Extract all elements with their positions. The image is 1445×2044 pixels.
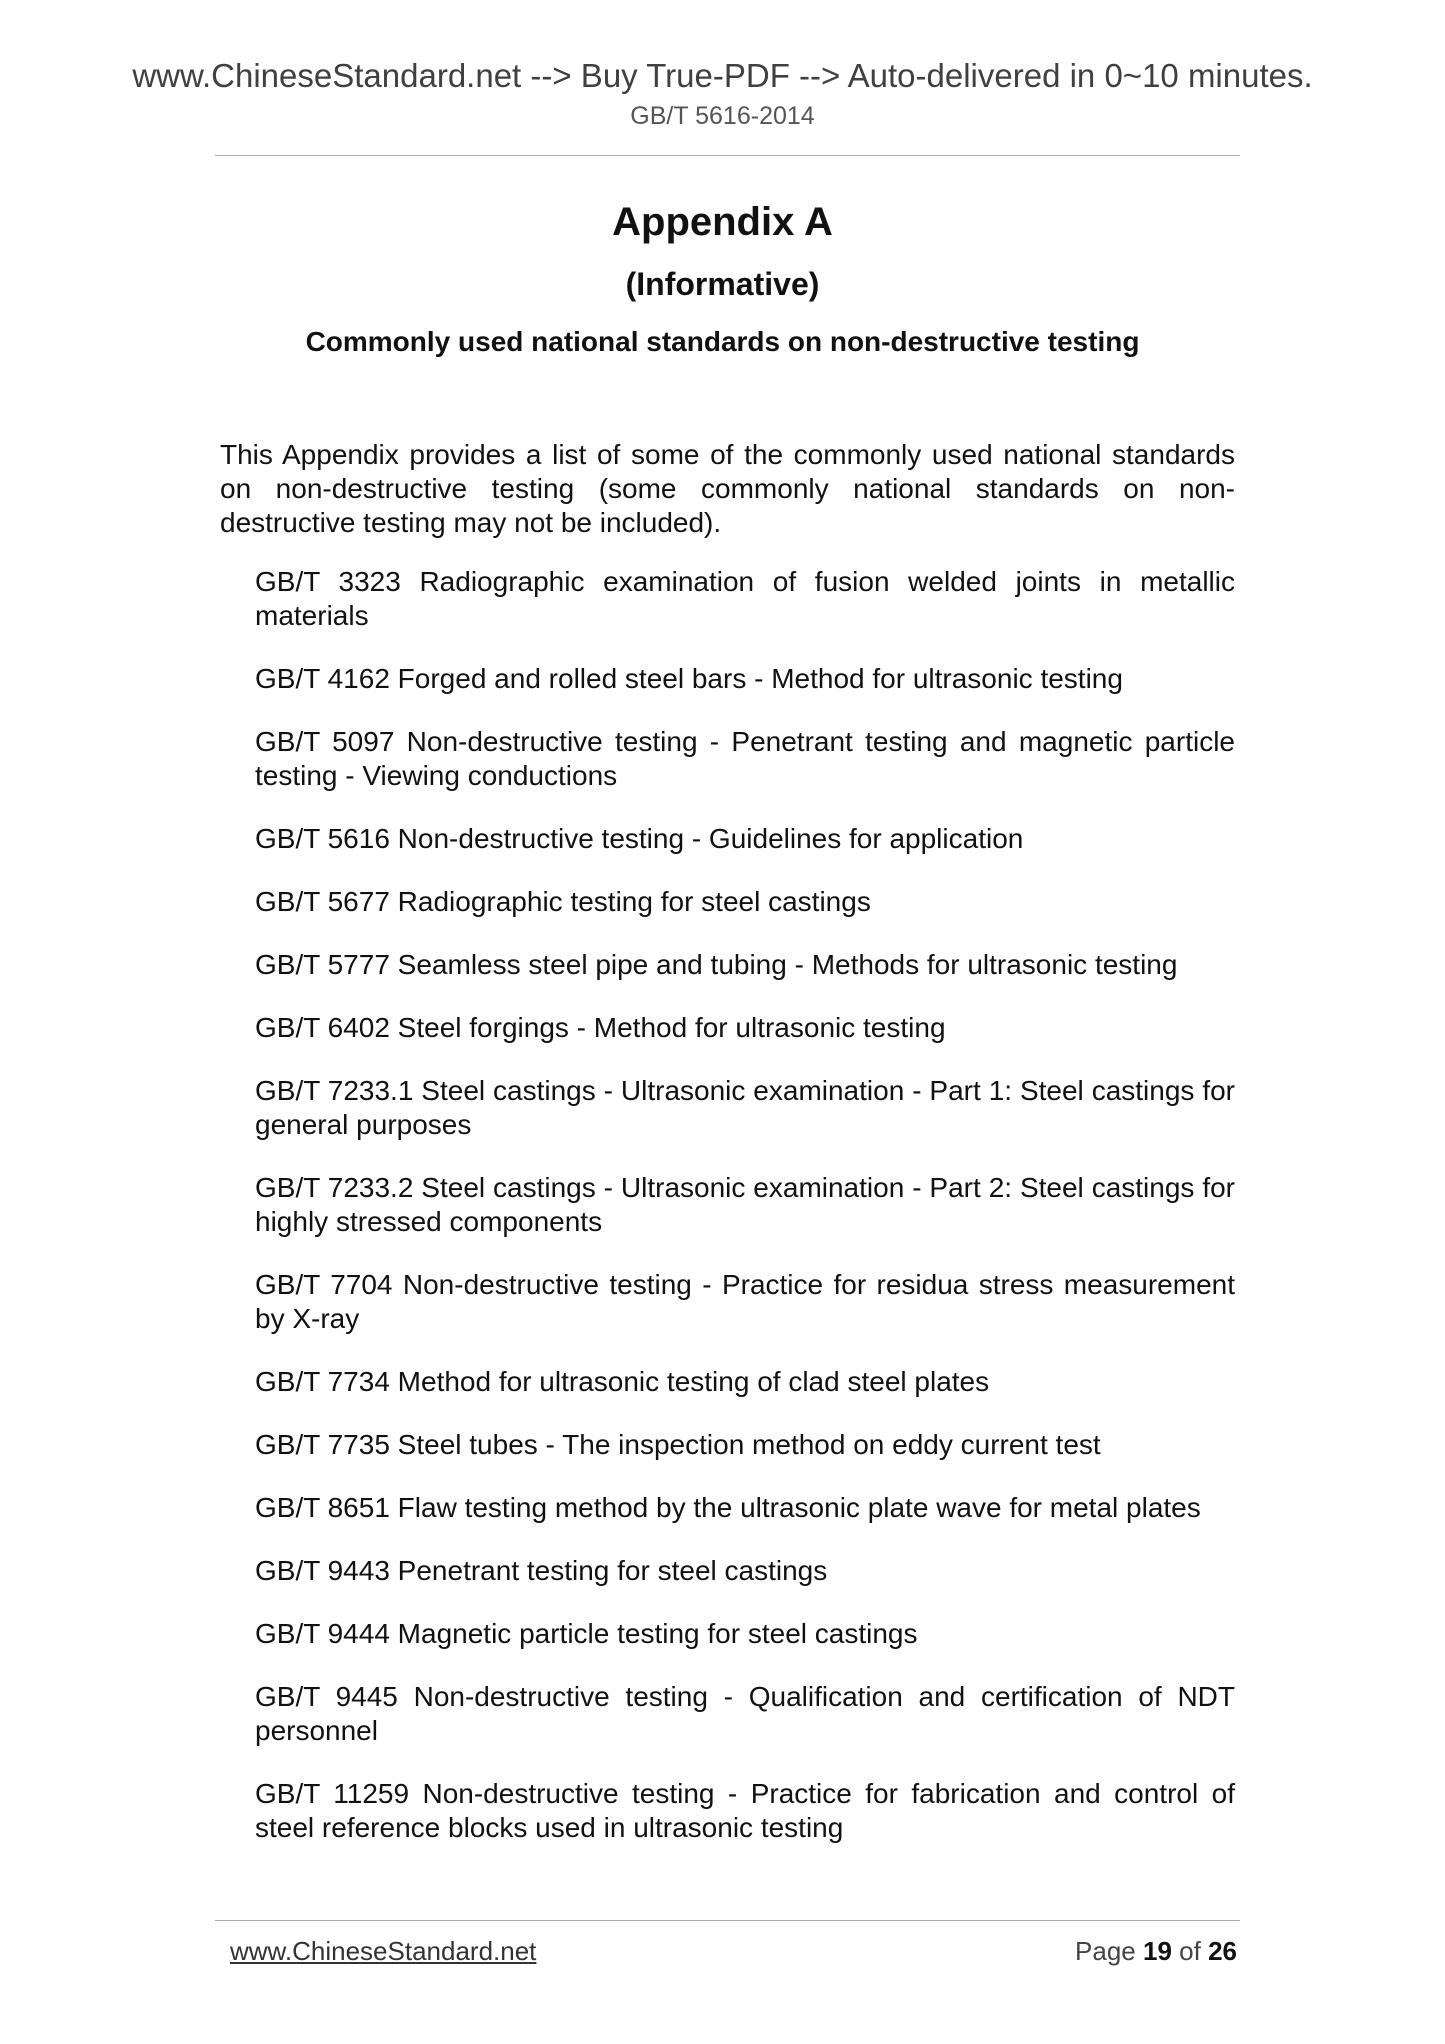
standard-item: GB/T 7233.1 Steel castings - Ultrasonic examination - Part 1: Steel castings for general purposes — [255, 1075, 1235, 1140]
standard-item: GB/T 7735 Steel tubes - The inspection method on eddy current test — [255, 1429, 1101, 1460]
page-of: of — [1179, 1936, 1201, 1966]
standard-item: GB/T 5616 Non-destructive testing - Guidelines for application — [255, 823, 1024, 854]
page-total: 26 — [1208, 1936, 1237, 1966]
standard-item: GB/T 8651 Flaw testing method by the ultrasonic plate wave for metal plates — [255, 1492, 1201, 1523]
standard-item: GB/T 3323 Radiographic examination of fusion welded joints in metallic materials — [255, 566, 1235, 631]
page-prefix: Page — [1075, 1936, 1136, 1966]
standards-list — [255, 565, 1235, 1874]
header-banner[interactable]: www.ChineseStandard.net --> Buy True-PDF --> Auto-delivered in 0~10 minutes. — [132, 57, 1313, 94]
page-current: 19 — [1143, 1936, 1172, 1966]
header-divider — [215, 155, 1240, 156]
standard-item: GB/T 6402 Steel forgings - Method for ultrasonic testing — [255, 1012, 946, 1043]
intro-paragraph: This Appendix provides a list of some of the commonly used national standards on non-destructive testing (some commonly national standards on non-destructive testing may not be included). — [220, 439, 1235, 538]
standard-item: GB/T 9444 Magnetic particle testing for steel castings — [255, 1618, 918, 1649]
standard-item: GB/T 5777 Seamless steel pipe and tubing - Methods for ultrasonic testing — [255, 949, 1178, 980]
document-code: GB/T 5616-2014 — [630, 102, 815, 130]
standard-item: GB/T 7734 Method for ultrasonic testing of clad steel plates — [255, 1366, 990, 1397]
standard-item: GB/T 11259 Non-destructive testing - Practice for fabrication and control of steel reference blocks used in ultrasonic testing — [255, 1778, 1235, 1843]
footer-site-link[interactable]: www.ChineseStandard.net — [230, 1936, 537, 1966]
standard-item: GB/T 5097 Non-destructive testing - Penetrant testing and magnetic particle testing - Viewing conductions — [255, 726, 1235, 791]
standard-item: GB/T 9445 Non-destructive testing - Qualification and certification of NDT personnel — [255, 1681, 1235, 1746]
page-indicator — [1075, 1936, 1237, 1967]
standard-item: GB/T 4162 Forged and rolled steel bars - Method for ultrasonic testing — [255, 663, 1123, 694]
standard-item: GB/T 7704 Non-destructive testing - Practice for residua stress measurement by X-ray — [255, 1269, 1235, 1334]
standard-item: GB/T 9443 Penetrant testing for steel castings — [255, 1555, 828, 1586]
footer-divider — [215, 1920, 1240, 1921]
appendix-subtitle: Commonly used national standards on non-destructive testing — [305, 326, 1140, 357]
appendix-title: Appendix A — [612, 200, 833, 244]
appendix-type: (Informative) — [625, 266, 820, 302]
standard-item: GB/T 7233.2 Steel castings - Ultrasonic examination - Part 2: Steel castings for highly stressed components — [255, 1172, 1235, 1237]
standard-item: GB/T 5677 Radiographic testing for steel castings — [255, 886, 871, 917]
